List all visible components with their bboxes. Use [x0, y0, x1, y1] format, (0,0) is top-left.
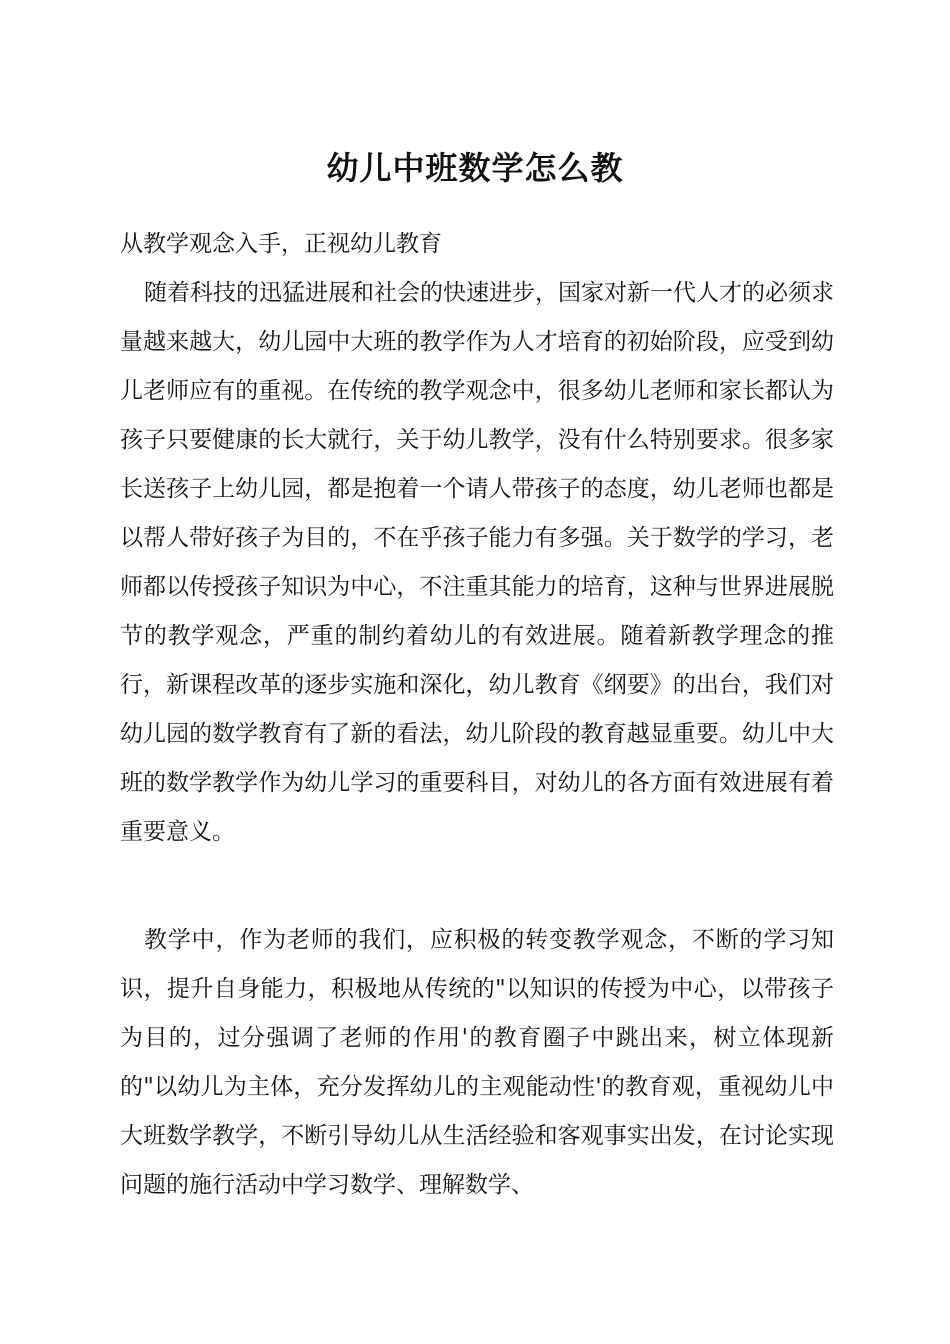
paragraph-2: 教学中，作为老师的我们，应积极的转变教学观念，不断的学习知识，提升自身能力，积极地从传统的"以知识的传授为中心，以带孩子为目的，过分强调了老师的作用'的教育圈子中跳出来，树立体现新的"以幼儿为主体，充分发挥幼儿的主观能动性'的教育观，重视幼儿中大班数学教学，不断引导幼儿从生活经验和客观事实出发，在讨论实现问题的施行活动中学习数学、理解数学、: [120, 927, 834, 1198]
document-title: 幼儿中班数学怎么教: [326, 149, 624, 187]
section-subheading: 从教学观念入手，正视幼儿教育: [120, 231, 442, 257]
paragraph-1: 随着科技的迅猛进展和社会的快速进步，国家对新一代人才的必须求量越来越大，幼儿园中大班的教学作为人才培育的初始阶段，应受到幼儿老师应有的重视。在传统的教学观念中，很多幼儿老师和家长都认为孩子只要健康的长大就行，关于幼儿教学，没有什么特别要求。很多家长送孩子上幼儿园，都是抱着一个请人带孩子的态度，幼儿老师也都是以帮人带好孩子为目的，不在乎孩子能力有多强。关于数学的学习，老师都以传授孩子知识为中心，不注重其能力的培育，这种与世界进展脱节的教学观念，严重的制约着幼儿的有效进展。随着新教学理念的推行，新课程改革的逐步实施和深化，幼儿教育《纲要》的出台，我们对幼儿园的数学教育有了新的看法，幼儿阶段的教育越显重要。幼儿中大班的数学教学作为幼儿学习的重要科目，对幼儿的各方面有效进展有着重要意义。: [120, 280, 834, 845]
